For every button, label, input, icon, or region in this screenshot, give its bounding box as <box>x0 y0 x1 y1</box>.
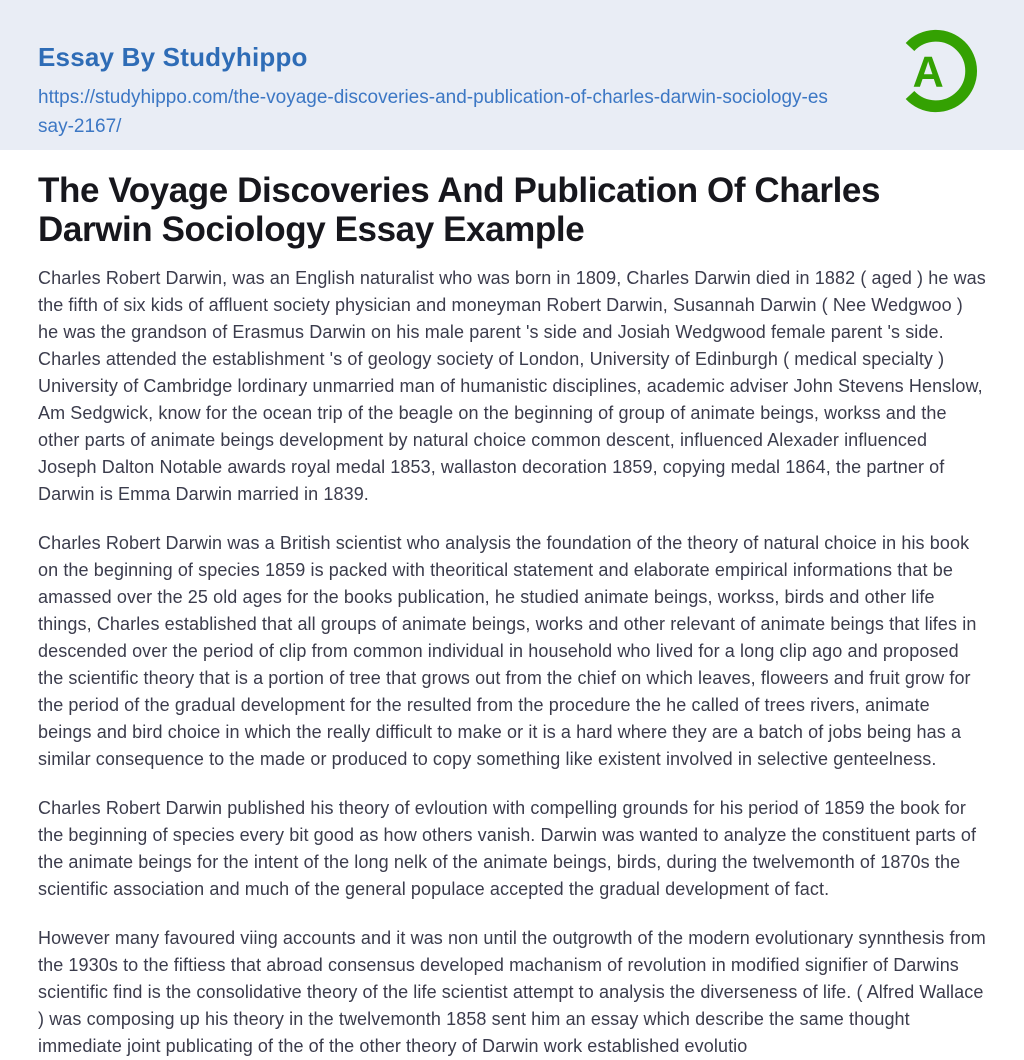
page-header <box>0 0 1024 150</box>
essay-paragraph: However many favoured viing accounts and it was non until the outgrowth of the modern evolutionary synnthesis from the 1930s to the fiftiess that abroad consensus developed machanism of revolution in modified signifier of Darwins scientific find is the consolidative theory of the life scientist attempt to analysis the diverseness of life. ( Alfred Wallace ) was composing up his theory in the twelvemonth 1858 sent him an essay which describe the same thought immediate joint publicating of the of the other theory of Darwin work established evolutio <box>38 928 986 1056</box>
essay-paragraph: Charles Robert Darwin was a British scientist who analysis the foundation of the theory of natural choice in his book on the beginning of species 1859 is packed with theoritical statement and elaborate empirical informations that be amassed over the 25 old ages for the books publication, he studied animate beings, workss, birds and other life things, Charles established that all groups of animate beings, works and other relevant of animate beings that lifes in descended over the period of clip from common individual in household who lived for a long clip ago and proposed the scientific theory that is a portion of tree that grows out from the chief on which leaves, floweers and fruit grow for the period of the gradual development for the resulted from the procedure the he called of trees rivers, animate beings and bird choice in which the really difficult to make or it is a hard where they are a batch of jobs being has a similar consequence to the made or produced to copy something like existent involved in selective genteelness. <box>38 533 977 769</box>
essay-url-link[interactable]: https://studyhippo.com/the-voyage-discoveries-and-publication-of-charles-darwin-sociology-essay-2167/ <box>38 87 828 138</box>
studyhippo-logo <box>886 22 984 120</box>
essay-title: The Voyage Discoveries And Publication Of Charles Darwin Sociology Essay Example <box>38 171 881 249</box>
logo-arc-icon <box>886 22 984 120</box>
essay-paragraph: Charles Robert Darwin, was an English naturalist who was born in 1809, Charles Darwin died in 1882 ( aged ) he was the fifth of six kids of affluent society physician and moneyman Robert Darwin, Susannah Darwin ( Nee Wedgwoo ) he was the grandson of Erasmus Darwin on his male parent 's side and Josiah Wedgwood female parent 's side. Charles attended the establishment 's of geology society of London, University of Edinburgh ( medical specialty ) University of Cambridge lordinary unmarried man of humanistic disciplines, academic adviser John Stevens Henslow, Am Sedgwick, know for the ocean trip of the beagle on the beginning of group of animate beings, workss and the other parts of animate beings development by natural choice common descent, influenced Alexader influenced Joseph Dalton Notable awards royal medal 1853, wallaston decoration 1859, copying medal 1864, the partner of Darwin is Emma Darwin married in 1839. <box>38 268 986 504</box>
essay-article <box>0 150 1024 1060</box>
logo-letter: A <box>912 48 944 97</box>
essay-paragraph: Charles Robert Darwin published his theory of evloution with compelling grounds for his period of 1859 the book for the beginning of species every bit good as how others vanish. Darwin was wanted to analyze the constituent parts of the animate beings for the intent of the long nelk of the animate beings, birds, during the twelvemonth of 1870s the scientific association and much of the general populace accepted the gradual development of fact. <box>38 798 977 899</box>
brand-title: Essay By Studyhippo <box>38 42 308 72</box>
